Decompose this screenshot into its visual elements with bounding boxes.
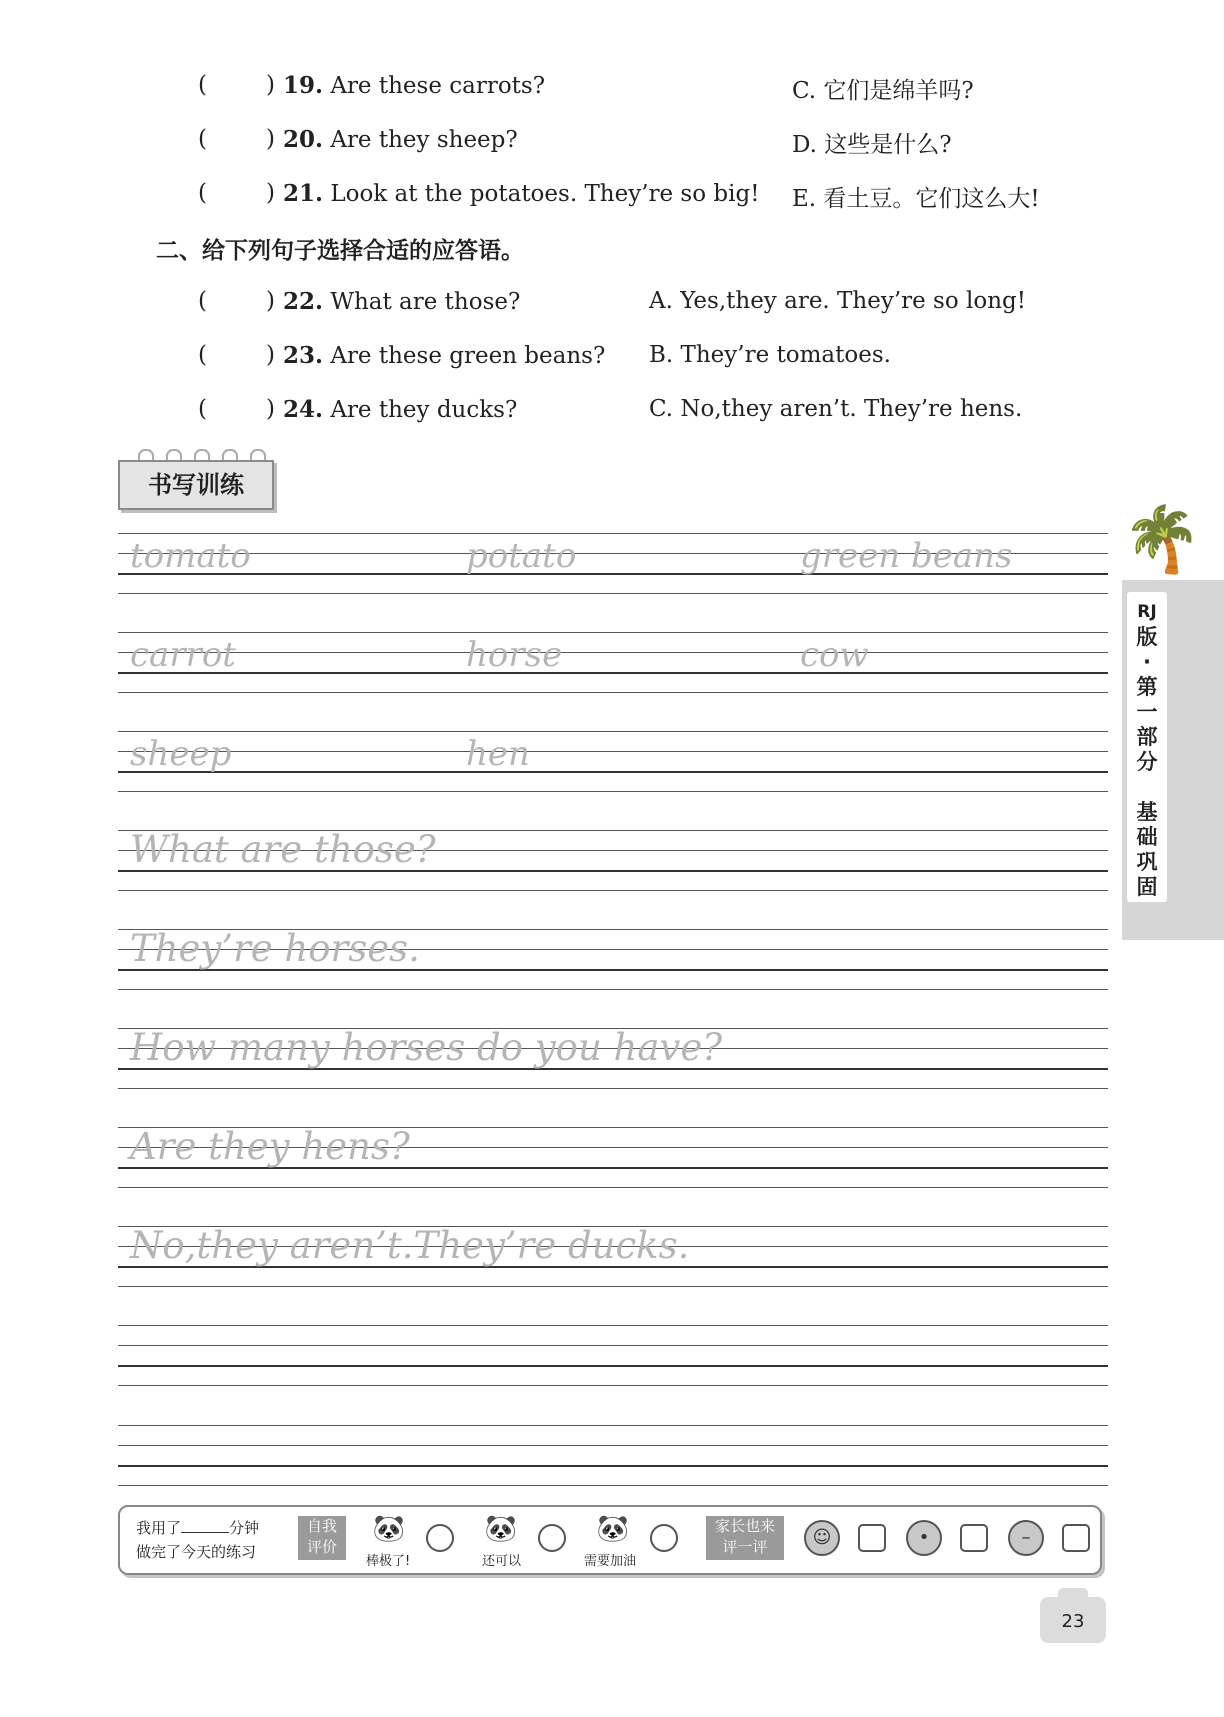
evaluation-strip	[118, 1505, 1102, 1575]
done-text: 做完了今天的练习	[136, 1543, 257, 1561]
side-tab-char: 分	[1136, 750, 1158, 774]
answer-paren-close: )	[266, 72, 275, 98]
palm-tree-icon: 🌴	[1122, 503, 1202, 577]
answer-paren-open: (	[198, 342, 207, 368]
tracing-word: tomato	[130, 536, 251, 576]
question-number: 19.	[283, 72, 324, 99]
time-suffix: 分钟	[229, 1519, 260, 1537]
answer-paren-open: (	[198, 72, 207, 98]
question-number: 23.	[283, 342, 324, 369]
parent-rating-box[interactable]	[1062, 1524, 1090, 1552]
rating-label: 需要加油	[584, 1554, 637, 1569]
tracing-word: carrot	[130, 635, 236, 675]
ruled-line	[118, 1385, 1108, 1386]
question-text: Are they sheep?	[330, 127, 518, 153]
answer-paren-open: (	[198, 180, 207, 206]
question-text: What are those?	[330, 289, 521, 315]
ruled-line	[118, 1465, 1108, 1467]
option-text: A. Yes,they are. They’re so long!	[649, 288, 1026, 314]
rating-circle[interactable]	[538, 1524, 566, 1552]
ruled-line	[118, 989, 1108, 990]
ruled-line	[118, 593, 1108, 594]
minutes-blank[interactable]	[181, 1532, 229, 1533]
answer-paren-open: (	[198, 288, 207, 314]
question-number: 24.	[283, 396, 324, 423]
ruled-line	[118, 771, 1108, 773]
ruled-line	[118, 751, 1108, 752]
smile-face-icon: ☺	[804, 1520, 840, 1556]
tracing-sentence: No,they aren’t.They’re ducks.	[130, 1224, 690, 1267]
side-tab-char: 固	[1136, 875, 1158, 899]
ruled-line	[118, 1425, 1108, 1426]
tracing-sentence: What are those?	[130, 828, 436, 871]
tracing-word: hen	[466, 734, 530, 774]
side-tab-char: ·	[1143, 650, 1151, 674]
tracing-word: cow	[800, 635, 869, 675]
page-number: 23	[1040, 1597, 1106, 1643]
ruled-line	[118, 632, 1108, 633]
ruled-line	[118, 1485, 1108, 1486]
ruled-line	[118, 791, 1108, 792]
option-text: E. 看土豆。它们这么大!	[792, 186, 1040, 212]
ruled-line	[118, 1345, 1108, 1346]
tracing-sentence: Are they hens?	[130, 1125, 410, 1168]
question-text: Are they ducks?	[330, 397, 518, 423]
time-record	[136, 1516, 259, 1564]
tracing-word: potato	[466, 536, 577, 576]
answer-paren-open: (	[198, 396, 207, 422]
neutral-face-icon: •	[906, 1520, 942, 1556]
ruled-line	[118, 692, 1108, 693]
question-number: 22.	[283, 288, 324, 315]
self-eval-tag: 自我 评价	[298, 1516, 346, 1560]
rating-circle[interactable]	[650, 1524, 678, 1552]
side-tab-char: RJ	[1137, 602, 1157, 622]
ruled-line	[118, 890, 1108, 891]
answer-paren-open: (	[198, 126, 207, 152]
side-tab-char: 础	[1136, 825, 1158, 849]
section-2-title: 二、给下列句子选择合适的应答语。	[156, 238, 524, 264]
tracing-sentence: They’re horses.	[130, 927, 420, 970]
parent-eval-tag: 家长也来 评一评	[706, 1516, 784, 1560]
side-tab-char: 第	[1136, 675, 1158, 699]
option-text: C. No,they aren’t. They’re hens.	[649, 396, 1023, 422]
ruled-line	[118, 533, 1108, 534]
writing-training-title: 书写训练	[148, 471, 244, 499]
answer-paren-close: )	[266, 396, 275, 422]
question-text: Look at the potatoes. They’re so big!	[330, 181, 760, 207]
side-tab-char	[1129, 775, 1165, 800]
tracing-word: sheep	[130, 734, 232, 774]
answer-paren-close: )	[266, 288, 275, 314]
option-text: C. 它们是绵羊吗?	[792, 78, 974, 104]
side-tab-char: 一	[1136, 700, 1158, 724]
side-tab-char: 基	[1136, 800, 1158, 824]
side-tab-char: 巩	[1136, 850, 1158, 874]
question-text: Are these green beans?	[330, 343, 606, 369]
panda-crying-icon: 🐼	[596, 1514, 630, 1544]
side-tab-char: 部	[1136, 725, 1158, 749]
rating-circle[interactable]	[426, 1524, 454, 1552]
ruled-line	[118, 1445, 1108, 1446]
tracing-sentence: How many horses do you have?	[130, 1026, 723, 1069]
panda-happy-icon: 🐼	[372, 1514, 406, 1544]
tracing-word: green beans	[800, 536, 1013, 576]
question-number: 20.	[283, 126, 324, 153]
side-tab-label	[1129, 600, 1165, 900]
rating-label: 棒极了!	[366, 1554, 411, 1569]
panda-neutral-icon: 🐼	[484, 1514, 518, 1544]
ruled-line	[118, 1088, 1108, 1089]
option-text: D. 这些是什么?	[792, 132, 952, 158]
question-text: Are these carrots?	[330, 73, 546, 99]
answer-paren-close: )	[266, 180, 275, 206]
ruled-line	[118, 1286, 1108, 1287]
ruled-line	[118, 1187, 1108, 1188]
answer-paren-close: )	[266, 342, 275, 368]
ruled-line	[118, 672, 1108, 674]
rating-label: 还可以	[482, 1554, 522, 1569]
side-tab-char: 版	[1136, 625, 1158, 649]
ruled-line	[118, 652, 1108, 653]
time-prefix: 我用了	[136, 1519, 182, 1537]
parent-rating-box[interactable]	[960, 1524, 988, 1552]
ruled-line	[118, 731, 1108, 732]
answer-paren-close: )	[266, 126, 275, 152]
question-number: 21.	[283, 180, 324, 207]
ruled-line	[118, 1325, 1108, 1326]
ruled-line	[118, 1365, 1108, 1367]
sad-face-icon: –	[1008, 1520, 1044, 1556]
option-text: B. They’re tomatoes.	[649, 342, 891, 368]
tracing-word: horse	[466, 635, 563, 675]
parent-rating-box[interactable]	[858, 1524, 886, 1552]
